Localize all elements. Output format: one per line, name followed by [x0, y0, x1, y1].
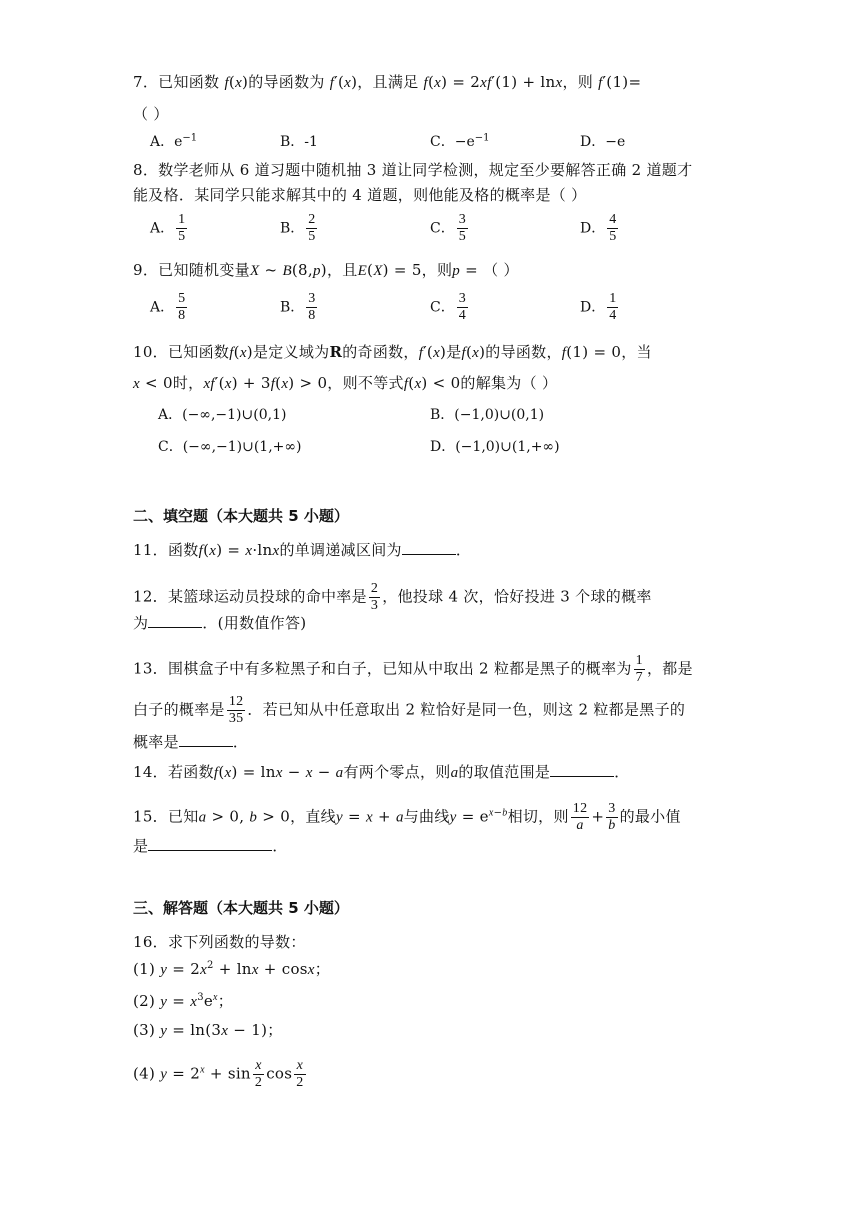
question-13-line3: 概率是 ．: [133, 733, 249, 751]
q9-option-c[interactable]: C． $\frac{3}{4}$: [430, 291, 466, 323]
q8-option-c[interactable]: C． $\frac{3}{5}$: [430, 212, 466, 244]
section-2-heading: 二、填空题（本大题共 5 小题）: [133, 507, 349, 525]
q8-option-a[interactable]: A． $\frac{1}{5}$: [150, 212, 186, 244]
question-15-line1: 15．已知a > 0, b > 0，直线y = x + a与曲线$y = e^{x-b}$相切，则 $\frac{12}{a}$ + $\frac{3}{b}$ 的最小值: [133, 801, 681, 833]
question-11: 11．函数f(x) = x·lnx的单调递减区间为 ．: [133, 541, 472, 559]
answer-blank[interactable]: [148, 836, 272, 851]
answer-blank[interactable]: [550, 762, 614, 777]
question-14: 14．若函数f(x) = lnx − x − a有两个零点，则a的取值范围是 ．: [133, 763, 630, 781]
math-fx: f: [224, 75, 229, 91]
q10-option-a[interactable]: A．(−∞,−1)∪(0,1): [158, 407, 287, 423]
q8-option-d[interactable]: D． $\frac{4}{5}$: [580, 212, 617, 244]
question-16-part4: (4) $y = 2^x + \sin$ $\frac{x}{2}$ cos $\frac{x}{2}$: [133, 1058, 304, 1090]
question-10-line1: 10．已知函数f(x)是定义域为R的奇函数，f′(x)是f(x)的导函数，f(1) = 0，当: [133, 343, 652, 361]
question-12-line1: 12．某篮球运动员投球的命中率是 $\frac{2}{3}$ ，他投球 4 次，恰好投进 3 个球的概率: [133, 581, 652, 613]
question-16-part2: (2) $y = x^3e^x$；: [133, 992, 234, 1010]
answer-blank[interactable]: [179, 732, 233, 747]
answer-blank[interactable]: [148, 613, 202, 628]
question-8-line1: 8．数学老师从 6 道习题中随机抽 3 道让同学检测，规定至少要解答正确 2 道题才: [133, 161, 693, 179]
q9-option-a[interactable]: A． $\frac{5}{8}$: [150, 291, 186, 323]
question-13-line2: 白子的概率是 $\frac{12}{35}$ ．若已知从中任意取出 2 粒恰好是同一色，则这 2 粒都是黑子的: [133, 694, 686, 726]
question-12-line2: 为 ．(用数值作答): [133, 614, 307, 632]
question-16-part3: (3) y = ln(3x − 1)；: [133, 1021, 283, 1039]
q10-option-b[interactable]: B．(−1,0)∪(0,1): [430, 407, 545, 423]
q7-option-b[interactable]: B．-1: [280, 134, 318, 150]
question-9-stem: 9．已知随机变量X ~ B(8,p)，且E(X) = 5，则p = （ ）: [133, 261, 519, 279]
question-16-title: 16．求下列函数的导数：: [133, 933, 306, 951]
section-3-heading: 三、解答题（本大题共 5 小题）: [133, 899, 349, 917]
question-13-line1: 13．围棋盒子中有多粒黑子和白子，已知从中取出 2 粒都是黑子的概率为 $\frac{1}{7}$ ，都是: [133, 653, 693, 685]
question-8-line2: 能及格．某同学只能求解其中的 4 道题，则他能及格的概率是（ ）: [133, 186, 587, 204]
q7-option-d[interactable]: D．−e: [580, 134, 626, 150]
question-10-line2: x < 0时，xf′(x) + 3f(x) > 0，则不等式f(x) < 0的解集为（ ）: [133, 374, 558, 392]
question-15-line2: 是 ．: [133, 837, 288, 855]
q7-option-c[interactable]: C．$-e^{-1}$: [430, 132, 490, 150]
answer-blank[interactable]: [402, 540, 456, 555]
q10-option-c[interactable]: C．(−∞,−1)∪(1,+∞): [158, 439, 302, 455]
q9-option-b[interactable]: B． $\frac{3}{8}$: [280, 291, 316, 323]
q8-option-b[interactable]: B． $\frac{2}{5}$: [280, 212, 316, 244]
q10-option-d[interactable]: D．(−1,0)∪(1,+∞): [430, 439, 560, 455]
q9-option-d[interactable]: D． $\frac{1}{4}$: [580, 291, 617, 323]
q7-option-a[interactable]: A．$e^{-1}$: [150, 132, 198, 150]
question-7-stem: 7．已知函数 f(x)的导函数为 f′(x)，且满足 f(x) = 2xf′(1) + lnx，则 f′(1)=: [133, 73, 642, 91]
question-16-part1: (1) $y = 2x^2 + \ln x + \cos x$；: [133, 960, 331, 978]
question-7-bracket: （ ）: [133, 105, 169, 123]
